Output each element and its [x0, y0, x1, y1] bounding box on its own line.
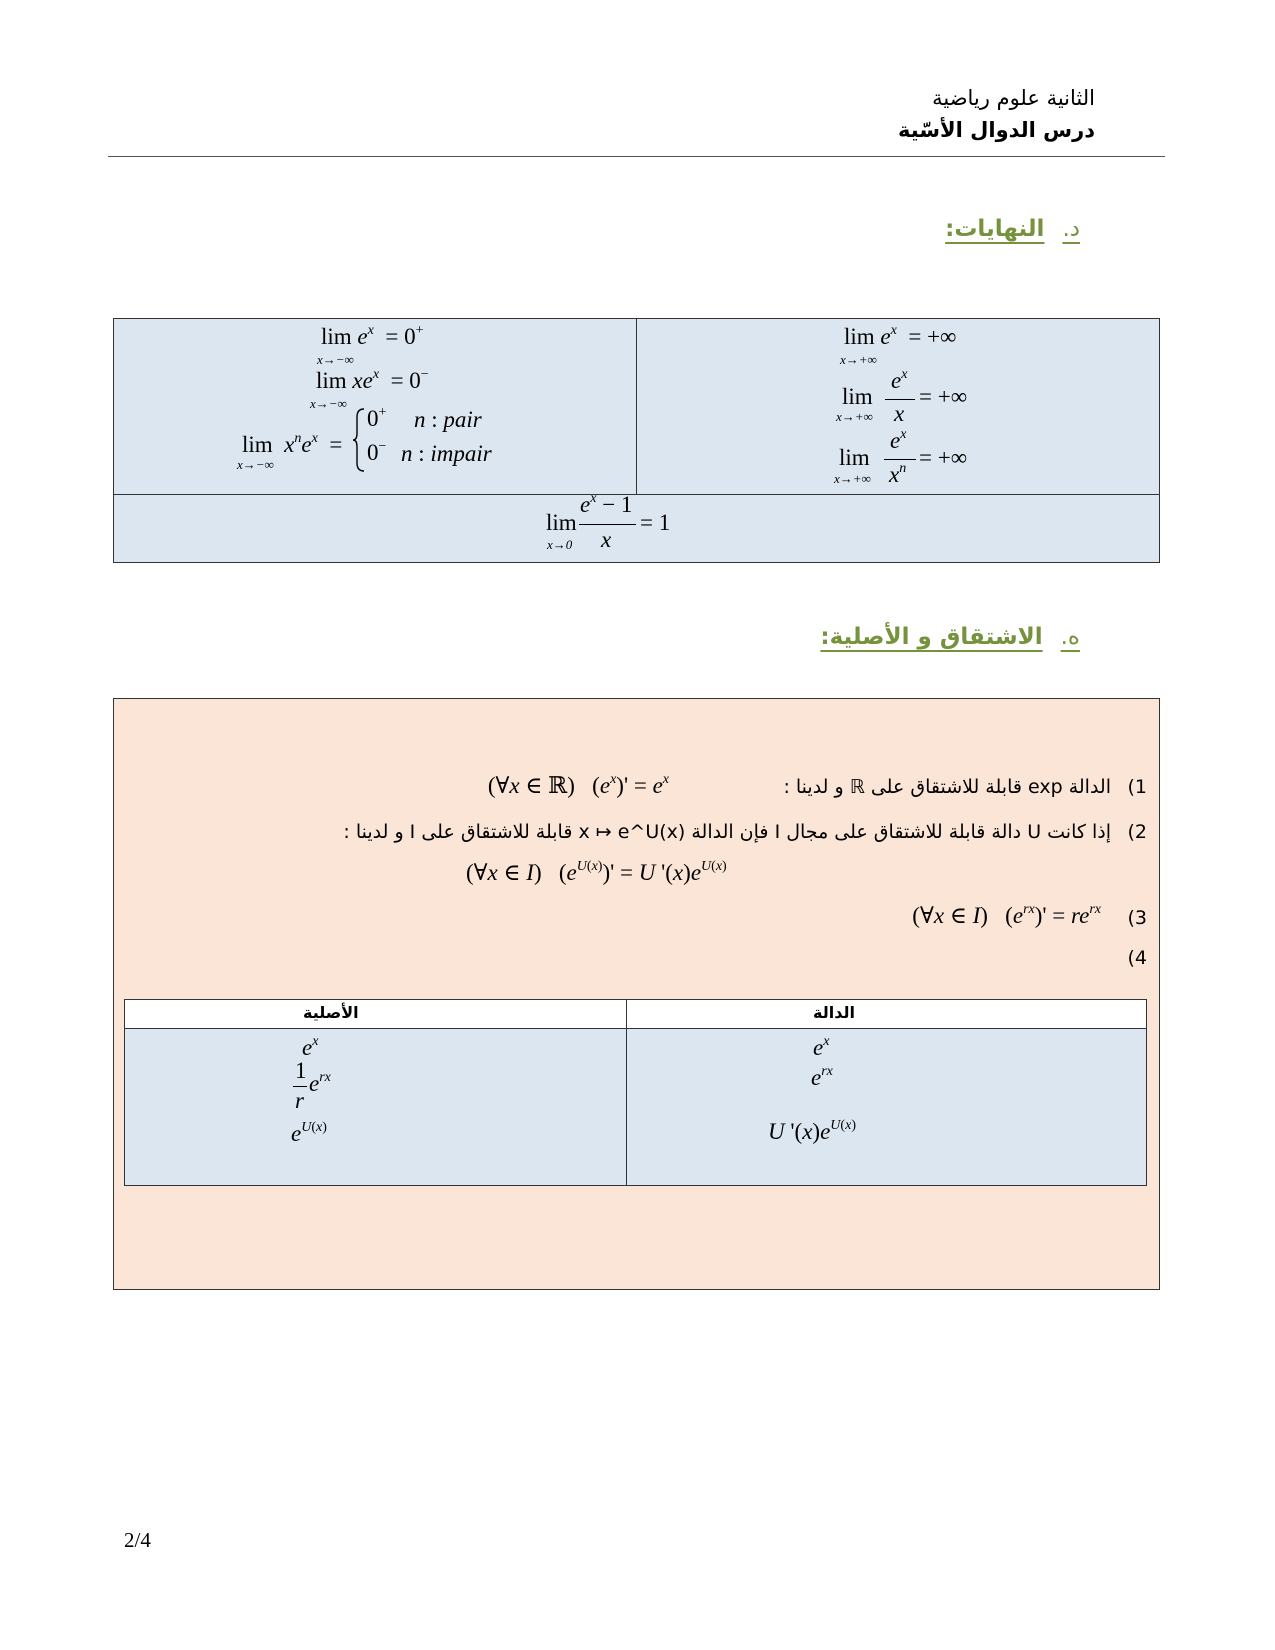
item-1-formula: (∀x ∈ ℝ) $(e^x)' = e^x$ — [487, 772, 669, 798]
primitives-table-header — [125, 1000, 1146, 1029]
item-2-text: إذا كانت U دالة قابلة للاشتقاق على مجال I فإن الدالة x ↦ e^U(x) قابلة للاشتقاق على I و لدينا : — [343, 821, 1111, 843]
header-divider — [108, 156, 1165, 157]
item-3-formula: (∀x ∈ I) $(e^{rx})' = re^{rx}$ — [912, 902, 1101, 928]
function-exp-rx: $e^{rx}$ — [811, 1064, 833, 1090]
item-2-formula: (∀x ∈ I) $(e^{U(x)})' = U$ '$(x)e^{U(x)}$ — [466, 859, 727, 885]
brace-icon — [352, 407, 366, 473]
primitives-table: الأصلية الدالة $e^x$ $e^{rx}$ U '$(x)e^{U(x)}$ $e^x$ 1 r $e^{rx}$ $e^{U(x)}$ — [124, 999, 1147, 1186]
item-1-text: الدالة exp قابلة للاشتقاق على ℝ و لدينا : — [783, 776, 1111, 798]
primitive-exp: $e^x$ — [302, 1034, 319, 1060]
section-derivative-mark: ه. — [1060, 624, 1080, 650]
col-function-header: الدالة — [813, 1003, 855, 1022]
function-exp: $e^x$ — [813, 1034, 830, 1060]
page-number: 2/4 — [124, 1528, 151, 1552]
section-limits-mark: د. — [1062, 216, 1080, 242]
header-title: درس الدوال الأسّية — [898, 118, 1095, 142]
section-derivative-heading — [820, 624, 1080, 650]
function-u-prime-exp-u: U '$(x)e^{U(x)}$ — [768, 1118, 856, 1144]
item-3-number: (3 — [1127, 907, 1147, 929]
derivative-box — [113, 698, 1160, 1290]
primitive-exp-u: $e^{U(x)}$ — [291, 1120, 327, 1146]
section-limits-title: النهايات: — [945, 216, 1045, 242]
primitives-table-vsep — [626, 1000, 627, 1185]
header-subtitle: الثانية علوم رياضية — [932, 86, 1095, 110]
limits-table-vsep — [636, 319, 637, 494]
col-primitive-header: الأصلية — [303, 1003, 359, 1022]
limits-table: $\lim e^x$ = +∞ x→+∞ lim x→+∞ $e^x$ x = +∞ lim x→+∞ $e^x$ $x^n$ = +∞ $\lim e^x = 0^+$ x→−∞ $\lim xe^x = 0^-$ x→−∞ $\lim x^ne^x$ = x→−∞ 0+ n : pair 0− n : impair lim x→0 $e^x - 1$ x = 1 — [113, 318, 1160, 563]
item-4-number: (4 — [1127, 947, 1147, 969]
section-derivative-title: الاشتقاق و الأصلية: — [820, 624, 1043, 650]
item-1-number: (1 — [1127, 776, 1147, 798]
item-2-number: (2 — [1127, 821, 1147, 843]
section-limits-heading — [945, 216, 1080, 242]
limits-table-hsep — [114, 494, 1159, 495]
